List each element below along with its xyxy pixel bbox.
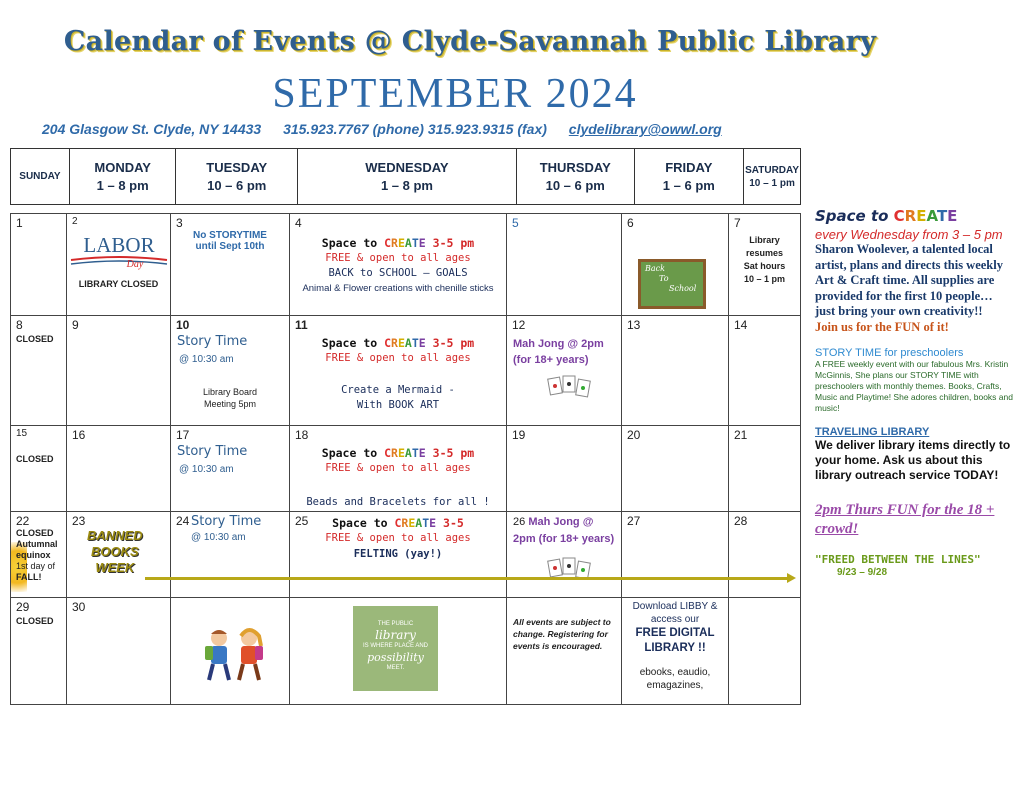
day-cell: 27	[622, 512, 729, 598]
calendar-grid	[10, 213, 801, 705]
story-time-description: A FREE weekly event with our fabulous Mrs. Kristin McGinnis, She plans our STORY TIME with preschoolers with monthly themes. Books, Crafts, Music and Playtime! She adores children, books and music!	[815, 359, 1013, 413]
equinox-note: CLOSED Autumnal equinox 1st day of FALL!	[16, 528, 58, 582]
day-cell: 28	[729, 512, 801, 598]
day-cell: 19	[507, 426, 622, 512]
sidebar-notes	[815, 207, 1015, 578]
mah-jong-event: 26 Mah Jong @ 2pm (for 18+ years)	[513, 516, 615, 545]
svg-text:LABOR: LABOR	[82, 233, 155, 257]
day-cell: 10 Story Time @ 10:30 am Library Board Meeting 5pm	[171, 316, 290, 426]
day-cell: 21	[729, 426, 801, 512]
day-header-saturday: SATURDAY 10 – 1 pm	[744, 149, 801, 205]
chalkboard-image: Back To School	[638, 259, 706, 309]
traveling-library-heading: TRAVELING LIBRARY	[815, 426, 930, 438]
space-to-create-event: Space to CREATE 3-5 pm	[321, 446, 475, 460]
day-cell	[622, 598, 729, 705]
free-note: FREE & open to all ages	[325, 462, 471, 474]
labor-day-logo	[67, 232, 170, 273]
address: 204 Glasgow St. Clyde, NY 14433	[42, 121, 262, 137]
day-cell: 7 Library resumes Sat hours 10 – 1 pm	[729, 214, 801, 316]
day-cell: 2 LABOR Day LIBRARY CLOSED	[67, 214, 171, 316]
thursday-fun-note: 2pm Thurs FUN for the 18 + crowd!	[815, 502, 995, 537]
day-cell	[729, 598, 801, 705]
day-cell: 15 CLOSED	[11, 426, 67, 512]
email-link[interactable]: clydelibrary@owwl.org	[568, 121, 722, 137]
library-quote-image: THE PUBLIC library IS WHERE PLACE AND possibility MEET.	[353, 606, 438, 691]
traveling-library-description: We deliver library items directly to your home. Ask us about this library outreach service TODAY!	[815, 438, 1011, 482]
phone-numbers: 315.923.7767 (phone) 315.923.9315 (fax)	[283, 121, 547, 137]
day-cell: 22 CLOSED Autumnal equinox 1st day of FALL!	[11, 512, 67, 598]
story-time-heading: STORY TIME for preschoolers	[815, 347, 964, 359]
story-time-time: @ 10:30 am	[179, 464, 234, 475]
mahjong-tiles-icon	[547, 374, 597, 401]
library-closed-label: LIBRARY CLOSED	[78, 279, 159, 289]
day-cell: 18 Space to CREATE 3-5 pm FREE & open to all ages Beads and Bracelets for all !	[290, 426, 507, 512]
day-cell: 23 BANNED BOOKS WEEK	[67, 512, 171, 598]
arrow-head-icon	[787, 573, 796, 583]
day-header-wednesday: WEDNESDAY 1 – 8 pm	[298, 149, 517, 205]
day-cell: 4 Space to CREATE 3-5 pm FREE & open to all ages BACK to SCHOOL – GOALS Animal & Flower creations with chenille sticks	[290, 214, 507, 316]
space-to-create-description: Sharon Woolever, a talented local artist, plans and directs this weekly Art & Craft time. All supplies are provided for the first 10 people… just bring your own creativity!! Join us for the FUN of it!	[815, 242, 1003, 334]
event-theme: FELTING (yay!)	[353, 548, 443, 560]
day-cell: 24 Story Time @ 10:30 am	[171, 512, 290, 598]
space-to-create-heading: Space to CREATE	[815, 207, 958, 225]
closed-label: CLOSED	[16, 616, 54, 626]
event-theme: Create a Mermaid - With BOOK ART	[341, 384, 455, 411]
page-title: Calendar of Events @ Clyde-Savannah Public Library	[63, 26, 877, 57]
children-illustration	[201, 626, 271, 689]
day-cell	[507, 512, 622, 598]
freed-dates: 9/23 – 9/28	[837, 567, 888, 578]
space-to-create-event: Space to CREATE 3-5	[332, 516, 464, 530]
day-cell: 29 CLOSED	[11, 598, 67, 705]
day-cell: 17 Story Time @ 10:30 am	[171, 426, 290, 512]
day-header-monday: MONDAY 1 – 8 pm	[69, 149, 176, 205]
event-theme: Beads and Bracelets for all !	[306, 496, 490, 508]
closed-label: CLOSED	[16, 334, 54, 344]
event-theme: BACK to SCHOOL – GOALS	[328, 267, 468, 279]
day-header-thursday: THURSDAY 10 – 6 pm	[516, 149, 634, 205]
day-cell: 3 No STORYTIME until Sept 10th	[171, 214, 290, 316]
banned-books-week: BANNED BOOKS WEEK	[87, 528, 143, 575]
contact-line	[42, 121, 740, 137]
day-cell	[171, 598, 290, 705]
day-cell: 11 Space to CREATE 3-5 pm FREE & open to all ages Create a Mermaid - With BOOK ART	[290, 316, 507, 426]
banned-books-arrow	[145, 577, 790, 580]
mah-jong-event: Mah Jong @ 2pm (for 18+ years)	[513, 338, 604, 366]
day-cell	[290, 598, 507, 705]
svg-text:Day: Day	[126, 259, 143, 270]
free-note: FREE & open to all ages	[325, 252, 471, 264]
space-to-create-event: Space to CREATE 3-5 pm	[321, 336, 475, 350]
space-to-create-event: Space to CREATE 3-5 pm	[321, 236, 475, 250]
space-to-create-schedule: every Wednesday from 3 – 5 pm	[815, 227, 1003, 242]
day-cell	[507, 598, 622, 705]
day-cell: 30	[67, 598, 171, 705]
library-board-meeting: Library Board Meeting 5pm	[202, 387, 258, 409]
day-cell: 8 CLOSED	[11, 316, 67, 426]
month-heading: SEPTEMBER 2024	[272, 71, 638, 117]
day-cell: 16	[67, 426, 171, 512]
saturday-hours-note: Library resumes Sat hours 10 – 1 pm	[743, 235, 786, 284]
day-cell: 6 Back To School	[622, 214, 729, 316]
story-time-event: Story Time	[191, 514, 262, 529]
libby-promo: Download LIBBY & access our FREE DIGITAL LIBRARY !! ebooks, eaudio, emagazines,	[632, 601, 718, 691]
day-header-sunday: SUNDAY	[11, 149, 70, 205]
day-header-friday: FRIDAY 1 – 6 pm	[634, 149, 744, 205]
day-cell: 13	[622, 316, 729, 426]
no-storytime-note: No STORYTIME until Sept 10th	[193, 230, 267, 252]
freed-between-lines: "FREED BETWEEN THE LINES"	[815, 553, 981, 566]
day-header-tuesday: TUESDAY 10 – 6 pm	[176, 149, 298, 205]
story-time-time: @ 10:30 am	[191, 532, 246, 543]
day-cell: 20	[622, 426, 729, 512]
story-time-time: @ 10:30 am	[179, 354, 234, 365]
weekday-header	[10, 148, 801, 205]
day-cell: 25 Space to CREATE 3-5 FREE & open to all ages FELTING (yay!)	[290, 512, 507, 598]
day-cell: 14	[729, 316, 801, 426]
events-disclaimer: All events are subject to change. Registering for events is encouraged.	[513, 617, 611, 651]
free-note: FREE & open to all ages	[325, 532, 471, 544]
free-note: FREE & open to all ages	[325, 352, 471, 364]
day-cell: 1	[11, 214, 67, 316]
event-detail: Animal & Flower creations with chenille sticks	[302, 283, 494, 294]
story-time-event: Story Time	[177, 334, 248, 349]
day-cell: 12 Mah Jong @ 2pm (for 18+ years)	[507, 316, 622, 426]
day-cell: 5	[507, 214, 622, 316]
day-cell: 9	[67, 316, 171, 426]
story-time-event: Story Time	[177, 444, 248, 459]
closed-label: CLOSED	[16, 454, 54, 464]
